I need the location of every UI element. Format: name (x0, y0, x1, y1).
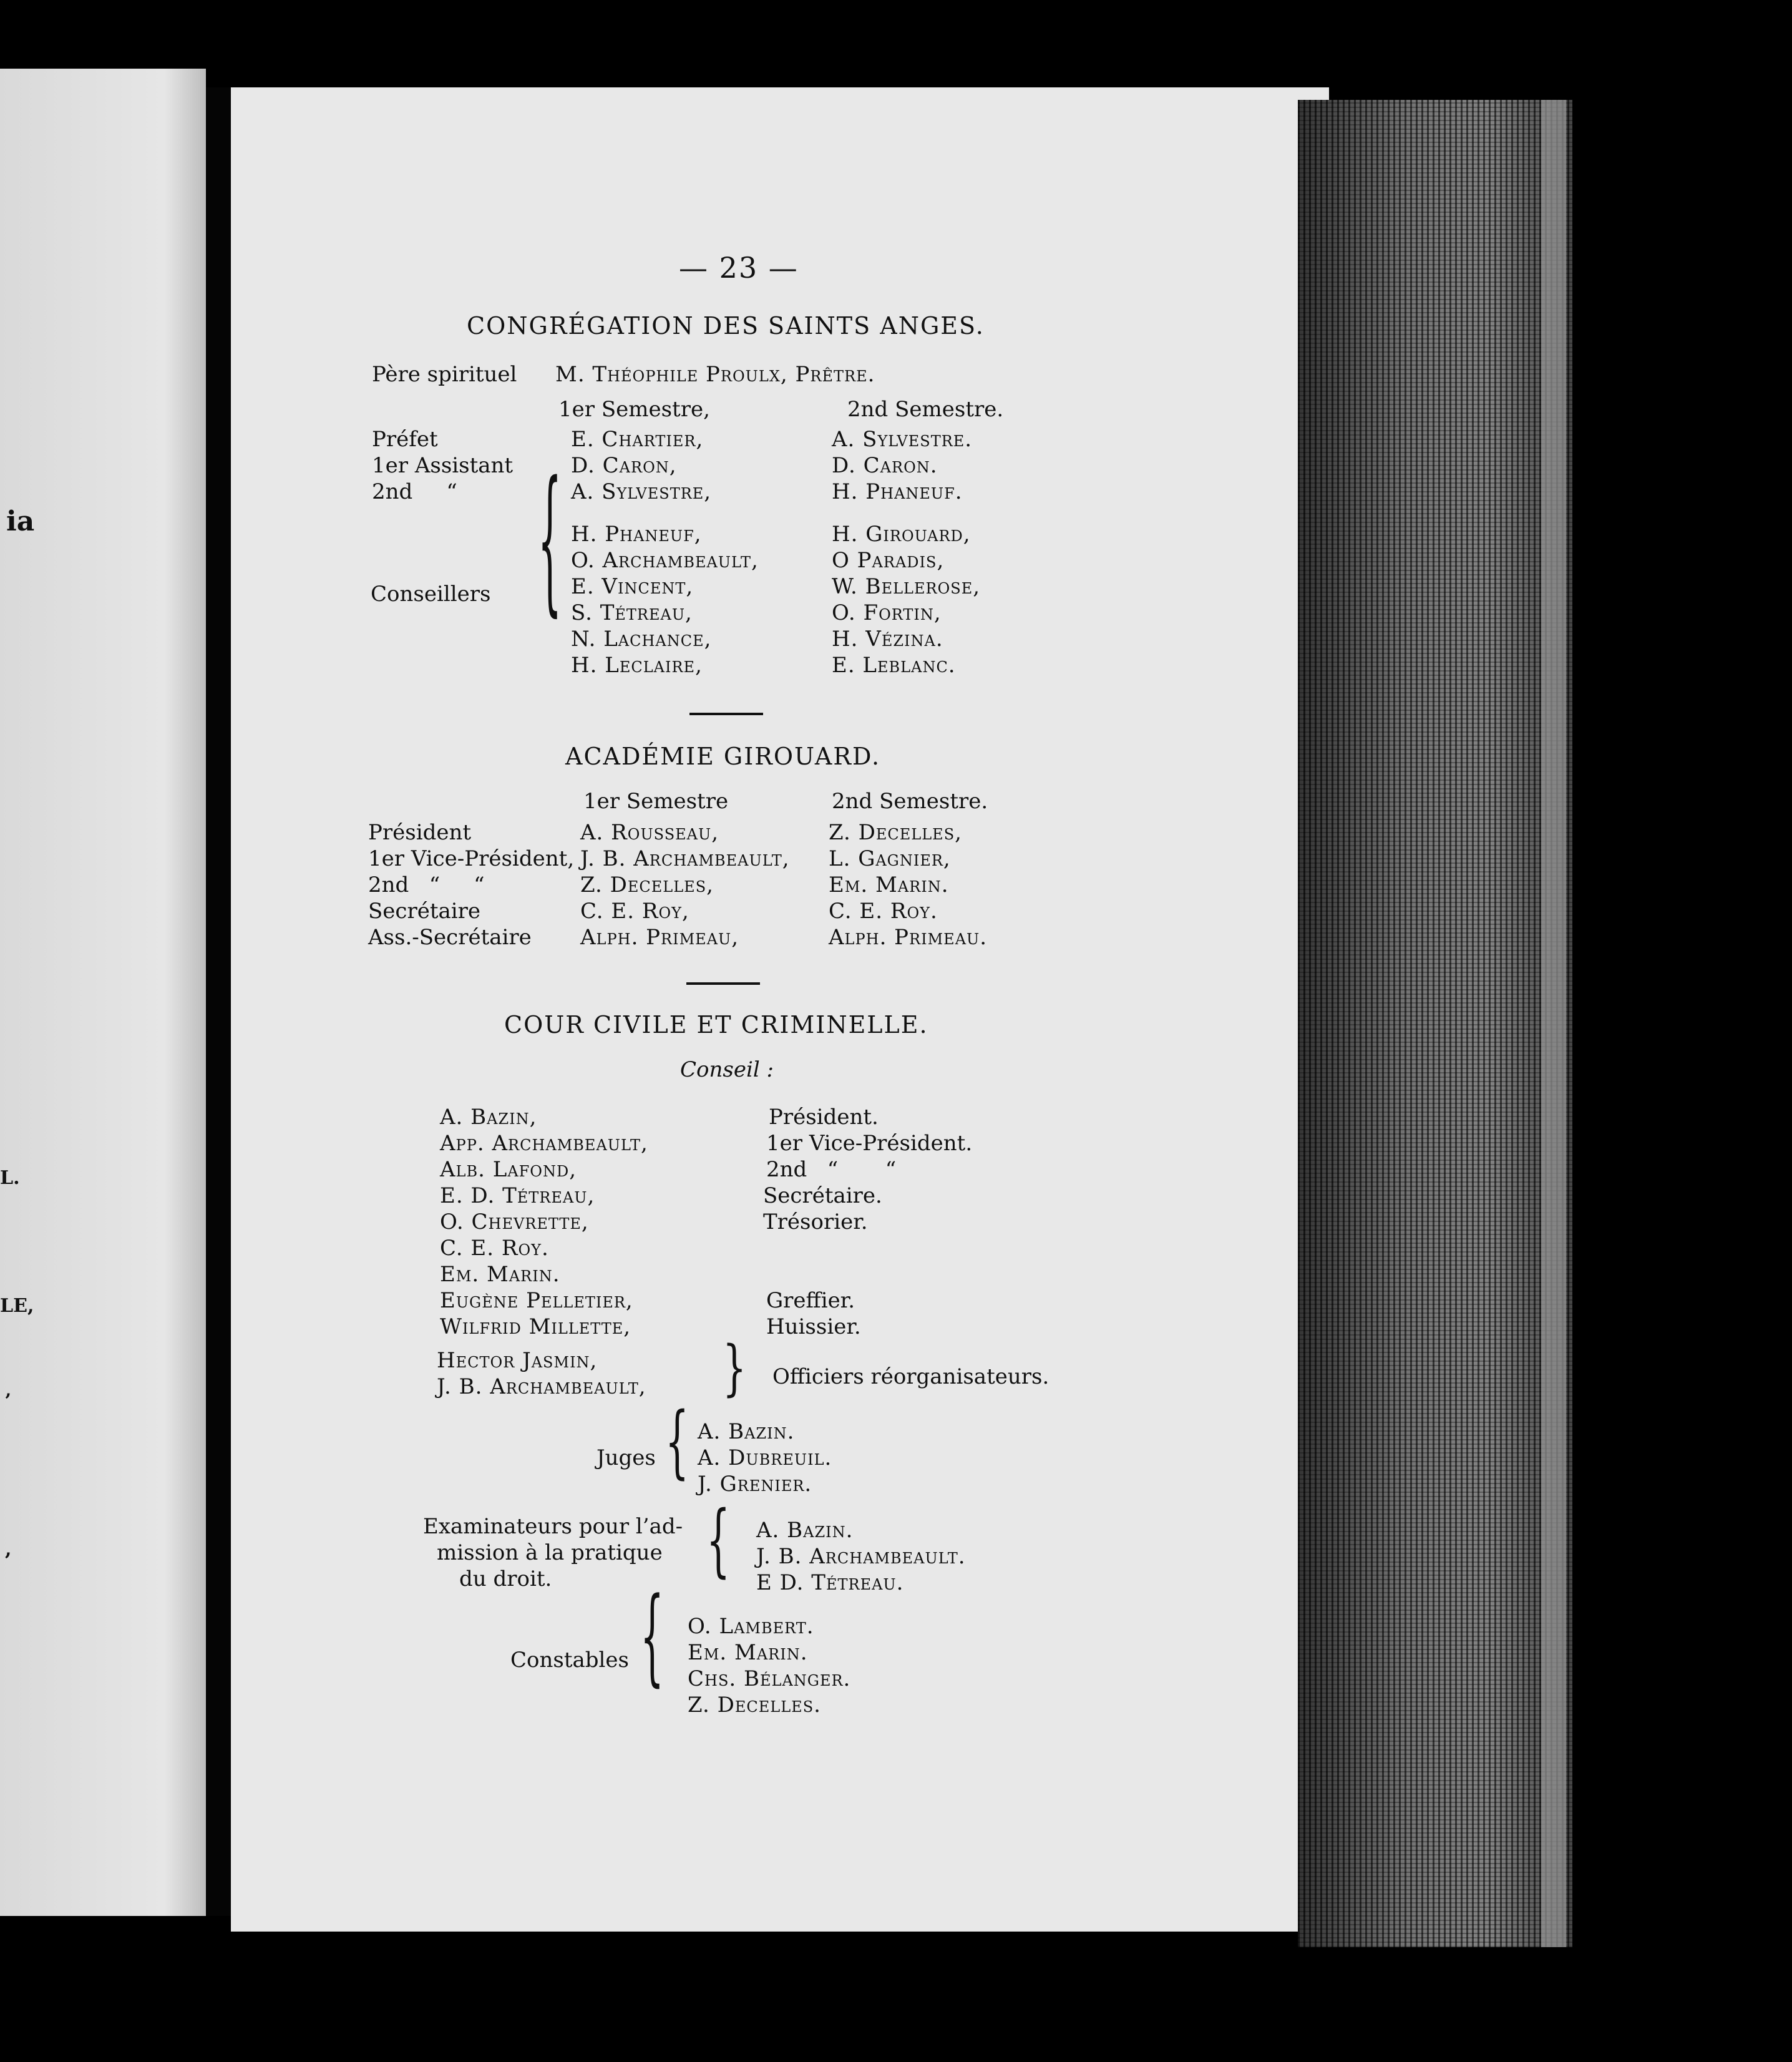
officer-name: E. Chartier, (571, 427, 704, 452)
officer-name: Em. Marin. (829, 872, 949, 897)
left-brace: { (640, 1576, 665, 1698)
officer-name: C. E. Roy. (829, 899, 938, 924)
examinateurs-label: Examinateurs pour l’ad- (423, 1514, 683, 1539)
conseiller-name: H. Phaneuf, (571, 522, 702, 547)
role-label: Préfet (372, 427, 438, 452)
member-name: App. Archambeault, (440, 1131, 648, 1156)
juges-label: Juges (597, 1445, 656, 1470)
member-name: Alb. Lafond, (440, 1157, 577, 1182)
semester-1-header: 1er Semestre, (558, 397, 710, 422)
page-edges (1298, 100, 1572, 1947)
officer-name: Alph. Primeau, (580, 925, 739, 950)
right-brace: } (723, 1334, 747, 1404)
officer-name: L. Gagnier, (829, 846, 951, 871)
left-page-fragment: ‚ (5, 1379, 12, 1401)
conseiller-name: H. Leclaire, (571, 653, 703, 678)
officer-name: A. Sylvestre, (571, 479, 712, 504)
constables-label: Constables (510, 1648, 629, 1673)
officer-name: C. E. Roy, (580, 899, 689, 924)
pere-value: M. Théophile Proulx, Prêtre. (555, 362, 875, 387)
officer-name: Z. Decelles, (580, 872, 714, 897)
juge-name: A. Bazin. (698, 1419, 795, 1444)
member-role: 2nd “ “ (766, 1157, 897, 1182)
officer-name: D. Caron, (571, 453, 677, 478)
left-brace: { (538, 449, 562, 633)
semester-2-header: 2nd Semestre. (847, 397, 1004, 422)
semester-2-header: 2nd Semestre. (832, 789, 988, 814)
section-divider (686, 982, 760, 985)
semester-1-header: 1er Semestre (583, 789, 729, 814)
constable-name: O. Lambert. (688, 1614, 814, 1639)
officer-name: A. Sylvestre. (832, 427, 973, 452)
conseiller-name: E. Vincent, (571, 574, 694, 599)
section-divider (689, 713, 763, 715)
left-page-fragment: L. (0, 1167, 20, 1189)
constable-name: Z. Decelles. (688, 1693, 821, 1718)
member-name: Eugène Pelletier, (440, 1288, 633, 1313)
officer-name: H. Phaneuf. (832, 479, 963, 504)
left-page-fragment: LE, (0, 1295, 34, 1317)
member-name: A. Bazin, (440, 1105, 537, 1130)
examinateurs-label: du droit. (459, 1566, 552, 1591)
role-label: 1er Assistant (372, 453, 514, 478)
left-page-fragment: , (5, 1538, 12, 1560)
examinateurs-label: mission à la pratique (437, 1540, 663, 1565)
conseiller-name: N. Lachance, (571, 627, 712, 652)
member-name: C. E. Roy. (440, 1236, 549, 1261)
conseillers-label: Conseillers (371, 582, 491, 607)
reorg-label: Officiers réorganisateurs. (772, 1364, 1049, 1389)
left-brace: { (706, 1495, 731, 1587)
officer-name: Z. Decelles, (829, 820, 962, 845)
pere-label: Père spirituel (372, 362, 517, 387)
page-number: — 23 — (679, 251, 799, 285)
left-page-edge (0, 69, 206, 1916)
constable-name: Chs. Bélanger. (688, 1666, 851, 1691)
member-role: Huissier. (766, 1314, 861, 1339)
conseiller-name: H. Vézina. (832, 627, 943, 652)
member-name: E. D. Tétreau, (440, 1183, 595, 1208)
member-role: 1er Vice-Président. (766, 1131, 973, 1156)
conseiller-name: O Paradis, (832, 548, 945, 573)
conseiller-name: H. Girouard, (832, 522, 971, 547)
examinateur-name: J. B. Archambeault. (756, 1544, 966, 1569)
constable-name: Em. Marin. (688, 1640, 808, 1665)
officer-name: D. Caron. (832, 453, 938, 478)
examinateur-name: E D. Tétreau. (756, 1570, 904, 1595)
member-role: Président. (769, 1105, 879, 1130)
role-label: Président (368, 820, 472, 845)
conseiller-name: E. Leblanc. (832, 653, 956, 678)
officer-name: A. Rousseau, (580, 820, 719, 845)
role-label: 1er Vice-Président, (368, 846, 575, 871)
reorg-name: J. B. Archambeault, (437, 1374, 646, 1399)
role-label: Secrétaire (368, 899, 481, 924)
examinateur-name: A. Bazin. (756, 1518, 854, 1543)
member-name: O. Chevrette, (440, 1209, 589, 1234)
conseil-subtitle: Conseil : (680, 1057, 774, 1082)
reorg-name: Hector Jasmin, (437, 1348, 598, 1373)
left-page-fragment: ia (6, 506, 35, 537)
section-title-academie: ACADÉMIE GIROUARD. (565, 743, 881, 770)
member-name: Wilfrid Millette, (440, 1314, 631, 1339)
section-title-congregation: CONGRÉGATION DES SAINTS ANGES. (467, 312, 985, 340)
page-edge-highlight (1541, 100, 1566, 1947)
role-label: Ass.-Secrétaire (368, 925, 532, 950)
member-name: Em. Marin. (440, 1262, 560, 1287)
conseiller-name: O. Fortin, (832, 600, 942, 625)
role-label: 2nd “ (372, 479, 457, 504)
conseiller-name: W. Bellerose, (832, 574, 981, 599)
member-role: Greffier. (766, 1288, 855, 1313)
role-label: 2nd “ “ (368, 872, 485, 897)
member-role: Trésorier. (763, 1209, 868, 1234)
section-title-cour: COUR CIVILE ET CRIMINELLE. (504, 1011, 928, 1038)
member-role: Secrétaire. (763, 1183, 882, 1208)
left-brace: { (665, 1396, 689, 1488)
juge-name: A. Dubreuil. (698, 1445, 832, 1470)
conseiller-name: O. Archambeault, (571, 548, 759, 573)
officer-name: Alph. Primeau. (829, 925, 988, 950)
conseiller-name: S. Tétreau, (571, 600, 693, 625)
officer-name: J. B. Archambeault, (580, 846, 790, 871)
juge-name: J. Grenier. (698, 1472, 812, 1497)
